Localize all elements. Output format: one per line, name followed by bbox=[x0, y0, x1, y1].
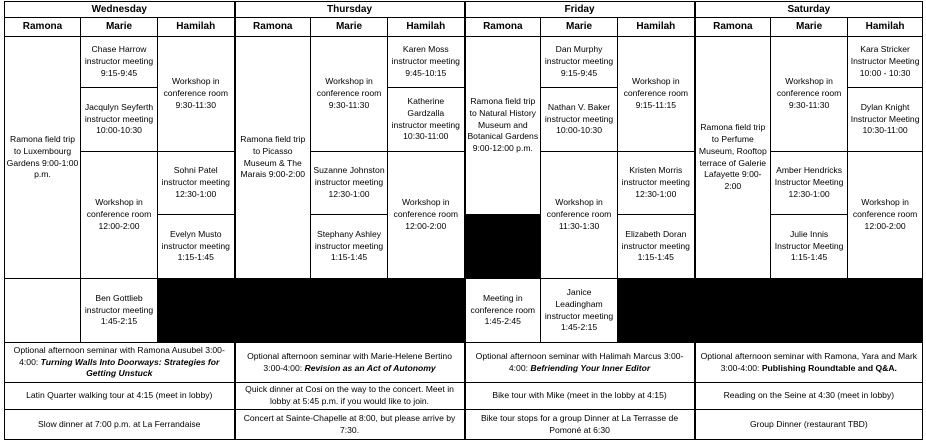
thursday-hamilah-meeting-karen: Karen Moss instructor meeting 9:45-10:15 bbox=[388, 37, 465, 88]
friday-ramona-field-trip: Ramona field trip to Natural History Museum and Botanical Gardens 9:00-12:00 p.m. bbox=[465, 37, 541, 215]
column-header-hamilah: Hamilah bbox=[388, 18, 465, 37]
thursday-blocked bbox=[235, 279, 465, 343]
friday-hamilah-meeting-kristen: Kristen Morris instructor meeting 12:30-1:00 bbox=[618, 152, 695, 215]
day-header-friday: Friday bbox=[465, 2, 695, 18]
thursday-seminar-title: Revision as an Act of Autonomy bbox=[304, 362, 436, 373]
wednesday-seminar bbox=[5, 343, 235, 383]
saturday-marie-workshop: Workshop in conference room 9:30-11:30 bbox=[771, 37, 848, 152]
wednesday-seminar-title: Turning Walls Into Doorways: Strategies for Getting Unstuck bbox=[40, 356, 220, 379]
saturday-blocked bbox=[695, 279, 923, 343]
friday-marie-workshop: Workshop in conference room 11:30-1:30 bbox=[541, 152, 618, 279]
friday-dinner: Bike tour stops for a group Dinner at La Terrasse de Pomoné at 6:30 bbox=[465, 410, 695, 440]
column-header-hamilah: Hamilah bbox=[618, 18, 695, 37]
wednesday-seminar-prefix: Optional afternoon seminar with Ramona Ausubel 3:00-4:00: bbox=[13, 344, 225, 367]
saturday-seminar-title: Publishing Roundtable and Q&A. bbox=[761, 362, 897, 373]
saturday-marie-meeting-amber: Amber Hendricks Instructor Meeting 12:30-1:00 bbox=[771, 152, 848, 215]
friday-ramona-meeting: Meeting in conference room 1:45-2:45 bbox=[465, 279, 541, 343]
saturday-seminar-prefix: Optional afternoon seminar with Ramona, Yara and Mark 3:00-4:00: bbox=[700, 350, 918, 373]
wednesday-ramona-empty bbox=[5, 279, 81, 343]
wednesday-hamilah-meeting-evelyn: Evelyn Musto instructor meeting 1:15-1:45 bbox=[158, 215, 235, 279]
friday-marie-meeting-janice: Janice Leadingham instructor meeting 1:45-2:15 bbox=[541, 279, 618, 343]
column-header-hamilah: Hamilah bbox=[158, 18, 235, 37]
wednesday-marie-meeting-jacqulyn: Jacqulyn Seyferth instructor meeting 10:00-10:30 bbox=[81, 88, 158, 152]
column-header-hamilah: Hamilah bbox=[848, 18, 923, 37]
saturday-evening-activity: Reading on the Seine at 4:30 (meet in lobby) bbox=[695, 383, 923, 410]
day-header-thursday: Thursday bbox=[235, 2, 465, 18]
thursday-marie-workshop: Workshop in conference room 9:30-11:30 bbox=[311, 37, 388, 152]
wednesday-hamilah-meeting-sohni: Sohni Patel instructor meeting 12:30-1:00 bbox=[158, 152, 235, 215]
saturday-hamilah-meeting-dylan: Dylan Knight Instructor Meeting 10:30-11:00 bbox=[848, 88, 923, 152]
friday-marie-meeting-dan: Dan Murphy instructor meeting 9:15-9:45 bbox=[541, 37, 618, 88]
thursday-seminar-prefix: Optional afternoon seminar with Marie-Helene Bertino 3:00-4:00: bbox=[247, 350, 452, 373]
friday-hamilah-blocked bbox=[618, 279, 695, 343]
saturday-ramona-field-trip: Ramona field trip to Perfume Museum, Rooftop terrace of Galerie Lafayette 9:00-2:00 bbox=[695, 37, 771, 279]
wednesday-marie-meeting-chase: Chase Harrow instructor meeting 9:15-9:45 bbox=[81, 37, 158, 88]
column-header-marie: Marie bbox=[81, 18, 158, 37]
column-header-marie: Marie bbox=[771, 18, 848, 37]
thursday-hamilah-workshop: Workshop in conference room 12:00-2:00 bbox=[388, 152, 465, 279]
wednesday-ramona-field-trip: Ramona field trip to Luxembourg Gardens 9:00-1:00 p.m. bbox=[5, 37, 81, 279]
friday-seminar bbox=[465, 343, 695, 383]
saturday-hamilah-meeting-kara: Kara Stricker Instructor Meeting 10:00 - 10:30 bbox=[848, 37, 923, 88]
day-header-wednesday: Wednesday bbox=[5, 2, 235, 18]
friday-ramona-blocked bbox=[465, 215, 541, 279]
wednesday-marie-workshop: Workshop in conference room 12:00-2:00 bbox=[81, 152, 158, 279]
thursday-ramona-field-trip: Ramona field trip to Picasso Museum & The Marais 9:00-2:00 bbox=[235, 37, 311, 279]
column-header-ramona: Ramona bbox=[465, 18, 541, 37]
column-header-marie: Marie bbox=[311, 18, 388, 37]
thursday-marie-meeting-suzanne: Suzanne Johnston instructor meeting 12:30-1:00 bbox=[311, 152, 388, 215]
column-header-ramona: Ramona bbox=[235, 18, 311, 37]
column-header-ramona: Ramona bbox=[695, 18, 771, 37]
saturday-seminar bbox=[695, 343, 923, 383]
saturday-hamilah-workshop: Workshop in conference room 12:00-2:00 bbox=[848, 152, 923, 279]
friday-hamilah-workshop: Workshop in conference room 9:15-11:15 bbox=[618, 37, 695, 152]
day-header-saturday: Saturday bbox=[695, 2, 923, 18]
wednesday-evening-activity: Latin Quarter walking tour at 4:15 (meet in lobby) bbox=[5, 383, 235, 410]
wednesday-hamilah-workshop: Workshop in conference room 9:30-11:30 bbox=[158, 37, 235, 152]
friday-seminar-prefix: Optional afternoon seminar with Halimah Marcus 3:00-4:00: bbox=[475, 350, 684, 373]
thursday-dinner: Concert at Sainte-Chapelle at 8:00, but please arrive by 7:30. bbox=[235, 410, 465, 440]
column-header-ramona: Ramona bbox=[5, 18, 81, 37]
friday-marie-meeting-nathan: Nathan V. Baker instructor meeting 10:00-10:30 bbox=[541, 88, 618, 152]
wednesday-marie-meeting-ben: Ben Gottlieb instructor meeting 1:45-2:15 bbox=[81, 279, 158, 343]
schedule-table bbox=[4, 1, 923, 440]
wednesday-hamilah-blocked bbox=[158, 279, 235, 343]
wednesday-dinner: Slow dinner at 7:00 p.m. at La Ferrandaise bbox=[5, 410, 235, 440]
friday-evening-activity: Bike tour with Mike (meet in the lobby at 4:15) bbox=[465, 383, 695, 410]
column-header-marie: Marie bbox=[541, 18, 618, 37]
thursday-evening-activity: Quick dinner at Cosi on the way to the concert. Meet in lobby at 5:45 p.m. if you would like to join. bbox=[235, 383, 465, 410]
thursday-marie-meeting-stephany: Stephany Ashley instructor meeting 1:15-1:45 bbox=[311, 215, 388, 279]
thursday-seminar bbox=[235, 343, 465, 383]
saturday-marie-meeting-julie: Julie Innis Instructor Meeting 1:15-1:45 bbox=[771, 215, 848, 279]
friday-hamilah-meeting-elizabeth: Elizabeth Doran instructor meeting 1:15-1:45 bbox=[618, 215, 695, 279]
thursday-hamilah-meeting-katherine: Katherine Gardzalla instructor meeting 10:30-11:00 bbox=[388, 88, 465, 152]
saturday-dinner: Group Dinner (restaurant TBD) bbox=[695, 410, 923, 440]
friday-seminar-title: Befriending Your Inner Editor bbox=[530, 362, 651, 373]
